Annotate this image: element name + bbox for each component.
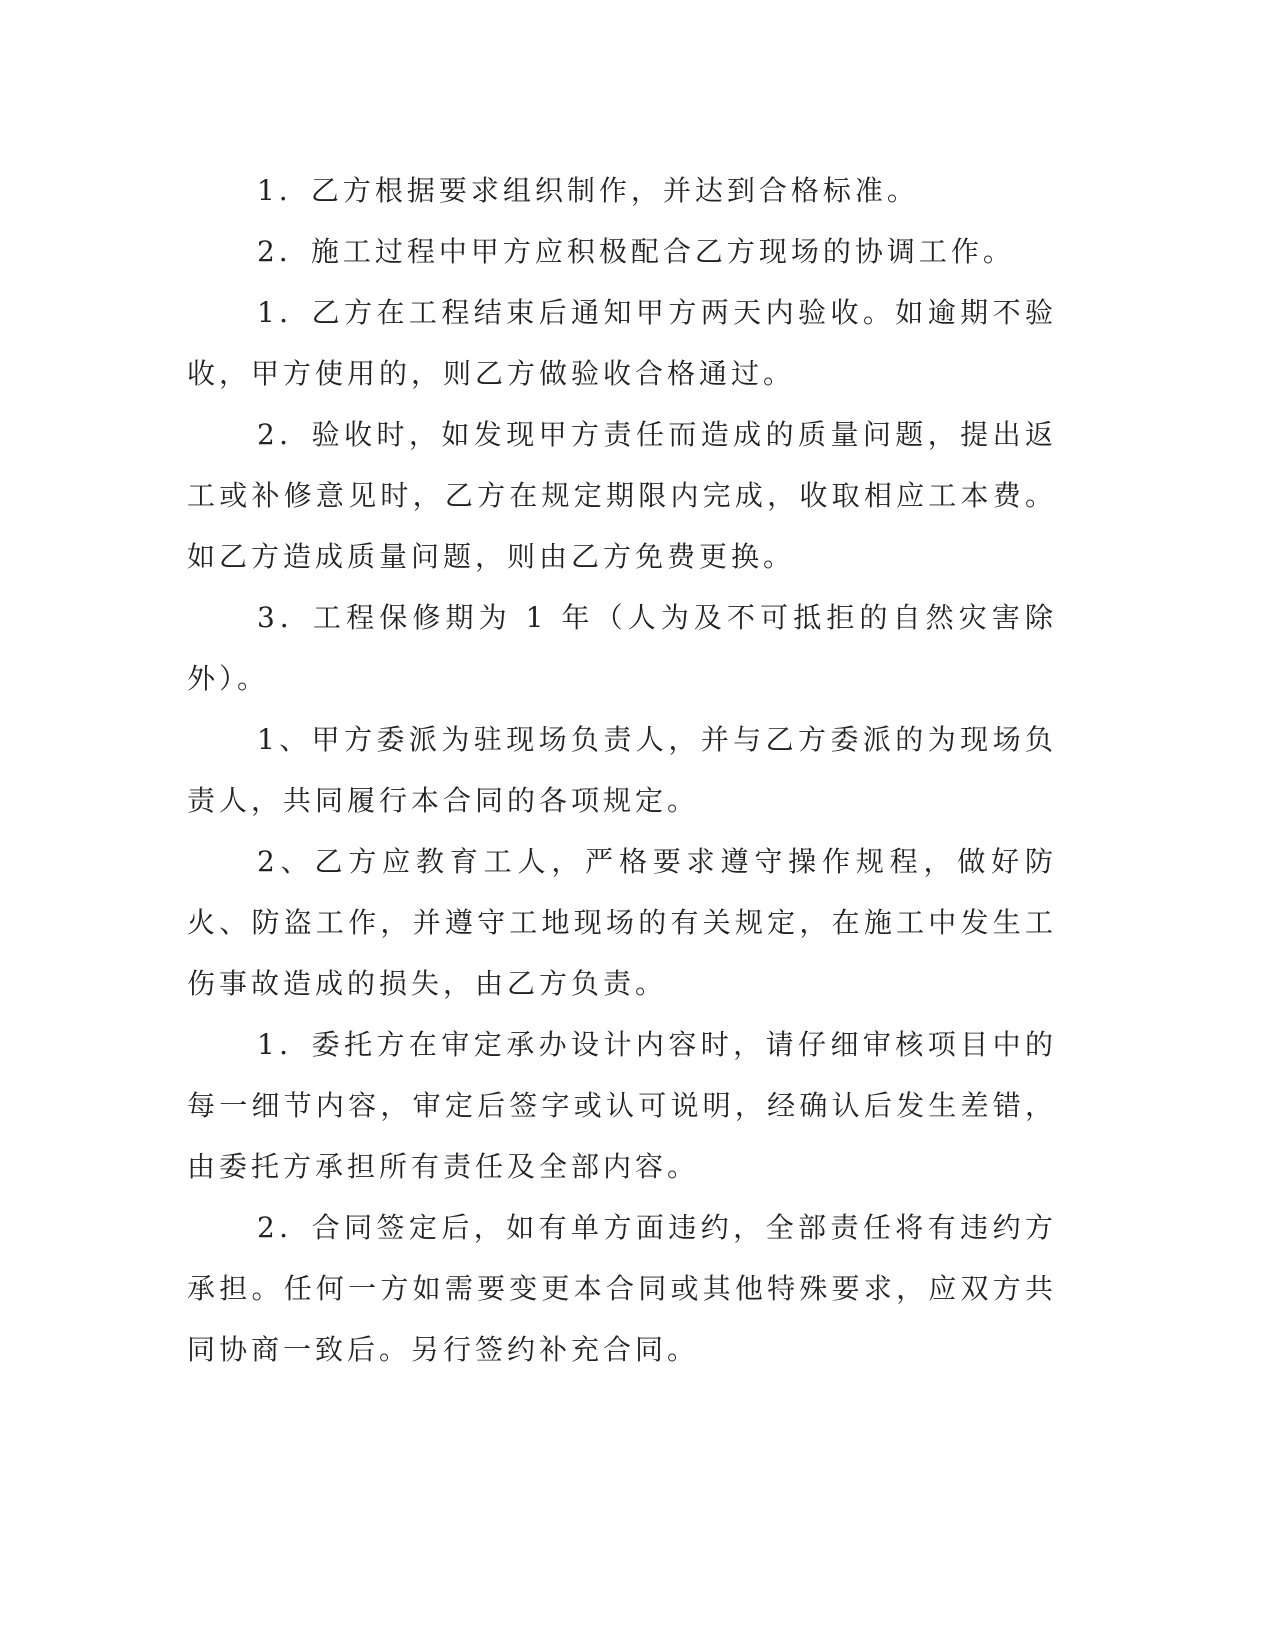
clause-paragraph: 1．乙方在工程结束后通知甲方两天内验收。如逾期不验收，甲方使用的，则乙方做验收合格通过。 <box>187 296 1057 390</box>
clause-paragraph: 2．验收时，如发现甲方责任而造成的质量问题，提出返工或补修意见时，乙方在规定期限内完成，收取相应工本费。如乙方造成质量问题，则由乙方免费更换。 <box>187 418 1057 573</box>
clause-paragraph: 1．乙方根据要求组织制作，并达到合格标准。 <box>257 174 919 207</box>
clause-paragraph: 2．合同签定后，如有单方面违约，全部责任将有违约方承担。任何一方如需要变更本合同或其他特殊要求，应双方共同协商一致后。另行签约补充合同。 <box>187 1211 1057 1366</box>
clause-paragraph: 1、甲方委派为驻现场负责人，并与乙方委派的为现场负责人，共同履行本合同的各项规定。 <box>187 723 1057 817</box>
clause-paragraph: 3．工程保修期为 1 年（人为及不可抵拒的自然灾害除外）。 <box>187 601 1057 695</box>
clause-paragraph: 2、乙方应教育工人，严格要求遵守操作规程，做好防火、防盗工作，并遵守工地现场的有关规定，在施工中发生工伤事故造成的损失，由乙方负责。 <box>187 845 1057 1000</box>
clause-paragraph: 2．施工过程中甲方应积极配合乙方现场的协调工作。 <box>257 235 1015 268</box>
clause-paragraph: 1．委托方在审定承办设计内容时，请仔细审核项目中的每一细节内容，审定后签字或认可说明，经确认后发生差错，由委托方承担所有责任及全部内容。 <box>187 1028 1057 1183</box>
contract-body <box>187 160 1057 1380</box>
